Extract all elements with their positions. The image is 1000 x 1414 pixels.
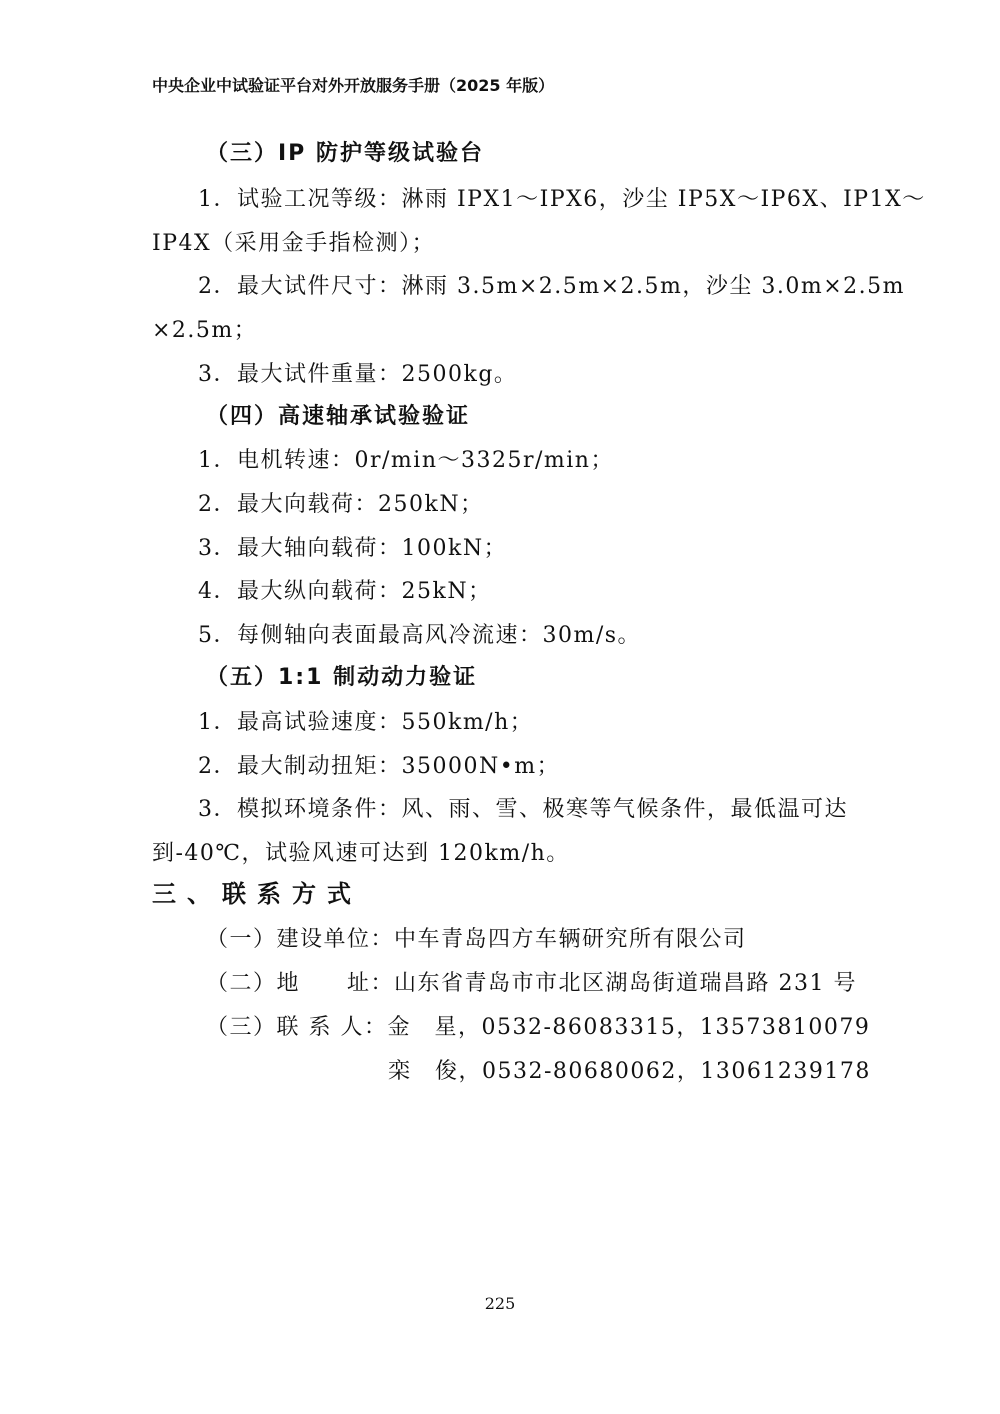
subsection-heading-ip: （三）IP 防护等级试验台 [206, 141, 484, 166]
contact-person-row [206, 1010, 870, 1041]
bearing-item-4: 4．最大纵向载荷：25kN； [198, 579, 492, 604]
ip-item-1-line-2: IP4X（采用金手指检测）； [152, 231, 436, 256]
bearing-item-5: 5．每侧轴向表面最高风冷流速：30m/s。 [198, 623, 642, 648]
page-number: 225 [484, 1294, 516, 1313]
contact-address-value: 山东省青岛市市北区湖岛街道瑞昌路 231 号 [394, 971, 857, 996]
brake-item-1: 1．最高试验速度：550km/h； [198, 710, 534, 735]
contact-person-label: （三）联 系 人： [206, 1015, 388, 1040]
ip-item-3: 3．最大试件重量：2500kg。 [198, 362, 518, 387]
ip-item-2-line-2: ×2.5m； [152, 318, 258, 343]
header-divider [150, 102, 850, 103]
contact-person-1: 金 星，0532-86083315，13573810079 [387, 1015, 871, 1040]
bearing-item-3: 3．最大轴向载荷：100kN； [198, 536, 508, 561]
brake-item-2: 2．最大制动扭矩：35000N•m； [198, 754, 561, 779]
bearing-item-2: 2．最大向载荷：250kN； [198, 492, 484, 517]
subsection-heading-brake: （五）1:1 制动动力验证 [206, 665, 478, 690]
contact-unit: （一）建设单位：中车青岛四方车辆研究所有限公司 [206, 927, 747, 952]
brake-item-3-line-2: 到-40℃，试验风速可达到 120km/h。 [152, 841, 570, 866]
contact-person-2: 栾 俊，0532-80680062，13061239178 [388, 1059, 871, 1084]
brake-item-3-line-1: 3．模拟环境条件：风、雨、雪、极寒等气候条件，最低温可达 [198, 797, 848, 822]
ip-item-1-line-1: 1．试验工况等级：淋雨 IPX1～IPX6，沙尘 IP5X～IP6X、IP1X～ [198, 187, 926, 212]
contact-address [206, 966, 857, 997]
bearing-item-1: 1．电机转速：0r/min～3325r/min； [198, 448, 614, 473]
section-heading-contact: 三、联系方式 [152, 880, 362, 908]
running-header: 中央企业中试验证平台对外开放服务手册（2025 年版） [152, 76, 555, 95]
subsection-heading-bearing: （四）高速轴承试验验证 [206, 404, 471, 429]
ip-item-2-line-1: 2．最大试件尺寸：淋雨 3.5m×2.5m×2.5m，沙尘 3.0m×2.5m [198, 274, 906, 299]
contact-address-label: （二）地 址： [206, 971, 395, 996]
